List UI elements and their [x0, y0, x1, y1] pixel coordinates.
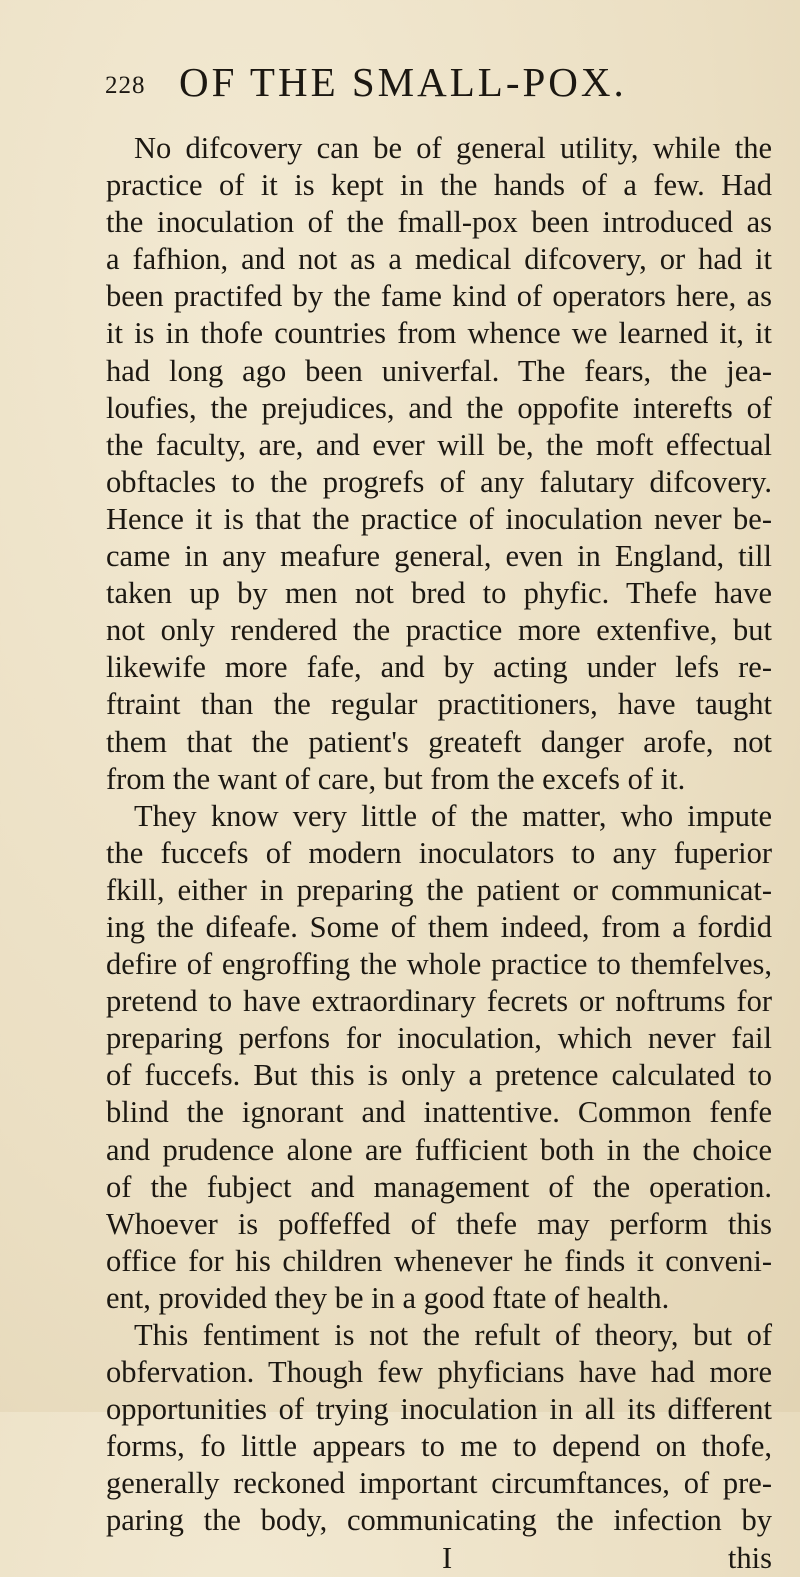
- text-line: blind the ignorant and inattentive. Common fenfe: [106, 1095, 772, 1130]
- text-line: of the fubject and management of the operation.: [106, 1169, 772, 1204]
- text-line: the faculty, are, and ever will be, the moft effectual: [106, 427, 772, 462]
- text-line: and prudence alone are fufficient both in the choice: [106, 1132, 772, 1167]
- text-line: forms, fo little appears to me to depend on thofe,: [106, 1429, 772, 1464]
- text-line: fkill, either in preparing the patient or communicat-: [106, 872, 772, 907]
- text-line: had long ago been univerfal. The fears, the jea-: [106, 353, 772, 388]
- text-line: it is in thofe countries from whence we learned it, it: [106, 316, 772, 351]
- text-line: paring the body, communicating the infection by: [106, 1503, 772, 1538]
- text-line: of fuccefs. But this is only a pretence calculated to: [106, 1058, 772, 1093]
- text-line: obftacles to the progrefs of any falutary difcovery.: [106, 464, 772, 499]
- signature-mark: I: [442, 1540, 453, 1575]
- text-line: opportunities of trying inoculation in all its different: [106, 1392, 772, 1427]
- text-line: preparing perfons for inoculation, which never fail: [106, 1021, 772, 1056]
- text-line: the inoculation of the fmall-pox been introduced as: [106, 205, 772, 240]
- text-line: No difcovery can be of general utility, while the: [134, 131, 772, 165]
- running-title: OF THE SMALL-POX.: [179, 59, 627, 105]
- running-head: [105, 58, 765, 108]
- text-line: ftraint than the regular practitioners, have taught: [106, 687, 772, 722]
- text-line: taken up by men not bred to phyfic. Thefe have: [106, 576, 772, 611]
- catchword: this: [727, 1540, 772, 1575]
- text-line: ing the difeafe. Some of them indeed, from a fordid: [106, 909, 772, 944]
- text-line: been practifed by the fame kind of operators here, as: [106, 279, 772, 314]
- text-line: office for his children whenever he finds it conveni-: [106, 1243, 772, 1278]
- text-line: ent, provided they be in a good ftate of health.: [106, 1280, 670, 1315]
- text-line: the fuccefs of modern inoculators to any fuperior: [106, 835, 772, 870]
- text-line: generally reckoned important circumftances, of pre-: [106, 1466, 772, 1501]
- text-line: came in any meafure general, even in England, till: [106, 539, 772, 574]
- text-line: practice of it is kept in the hands of a few. Had: [106, 168, 772, 203]
- text-line: likewife more fafe, and by acting under lefs re-: [106, 650, 772, 685]
- text-line: a fafhion, and not as a medical difcovery, or had it: [106, 242, 772, 277]
- text-line: loufies, the prejudices, and the oppofite interefts of: [106, 390, 772, 425]
- page-number: 228: [105, 72, 146, 99]
- catchword-line: [106, 1540, 772, 1577]
- text-line: from the want of care, but from the excefs of it.: [106, 761, 686, 796]
- text-line: obfervation. Though few phyficians have had more: [106, 1355, 772, 1390]
- text-line: pretend to have extraordinary fecrets or noftrums for: [106, 984, 772, 1019]
- body-text: [106, 130, 772, 1577]
- text-line: them that the patient's greateft danger arofe, not: [106, 724, 772, 759]
- text-line: Whoever is poffeffed of thefe may perform this: [106, 1206, 772, 1241]
- text-line: defire of engroffing the whole practice to themfelves,: [106, 947, 772, 982]
- text-line: not only rendered the practice more extenfive, but: [106, 613, 772, 648]
- text-line: Hence it is that the practice of inoculation never be-: [106, 501, 772, 536]
- text-line: They know very little of the matter, who impute: [134, 798, 772, 833]
- text-line: This fentiment is not the refult of theory, but of: [134, 1318, 772, 1352]
